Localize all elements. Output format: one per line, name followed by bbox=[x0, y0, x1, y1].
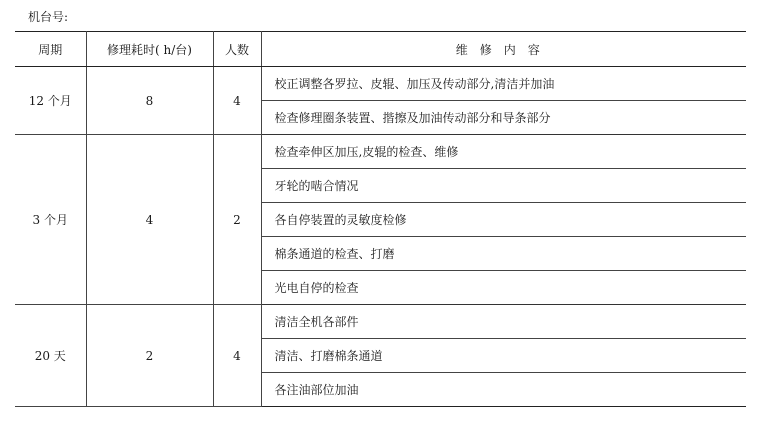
period-cell: 3 个月 bbox=[15, 135, 86, 305]
period-cell: 12 个月 bbox=[15, 67, 86, 135]
maintenance-item: 牙轮的啮合情况 bbox=[261, 169, 746, 203]
maintenance-item: 检查牵伸区加压,皮辊的检查、维修 bbox=[261, 135, 746, 169]
maintenance-item: 各自停装置的灵敏度检修 bbox=[261, 203, 746, 237]
maintenance-item: 清洁全机各部件 bbox=[261, 305, 746, 339]
maintenance-schedule-table bbox=[15, 31, 746, 407]
hours-cell: 4 bbox=[86, 135, 213, 305]
people-cell: 4 bbox=[213, 305, 261, 407]
people-cell: 4 bbox=[213, 67, 261, 135]
maintenance-item: 光电自停的检查 bbox=[261, 271, 746, 305]
table-row bbox=[15, 135, 746, 169]
maintenance-item: 各注油部位加油 bbox=[261, 373, 746, 407]
header-people: 人数 bbox=[213, 32, 261, 67]
table-row bbox=[15, 67, 746, 101]
table-header-row bbox=[15, 32, 746, 67]
people-cell: 2 bbox=[213, 135, 261, 305]
maintenance-item: 校正调整各罗拉、皮辊、加压及传动部分,清洁并加油 bbox=[261, 67, 746, 101]
hours-cell: 8 bbox=[86, 67, 213, 135]
period-cell: 20 天 bbox=[15, 305, 86, 407]
maintenance-item: 检查修理圈条装置、揩擦及加油传动部分和导条部分 bbox=[261, 101, 746, 135]
table-row bbox=[15, 305, 746, 339]
header-maintenance-content: 维修内容 bbox=[261, 32, 746, 67]
hours-cell: 2 bbox=[86, 305, 213, 407]
machine-number-label: 机台号: bbox=[28, 10, 69, 24]
maintenance-item: 清洁、打磨棉条通道 bbox=[261, 339, 746, 373]
header-period: 周期 bbox=[15, 32, 86, 67]
header-repair-hours: 修理耗时( h/台) bbox=[86, 32, 213, 67]
maintenance-item: 棉条通道的检查、打磨 bbox=[261, 237, 746, 271]
